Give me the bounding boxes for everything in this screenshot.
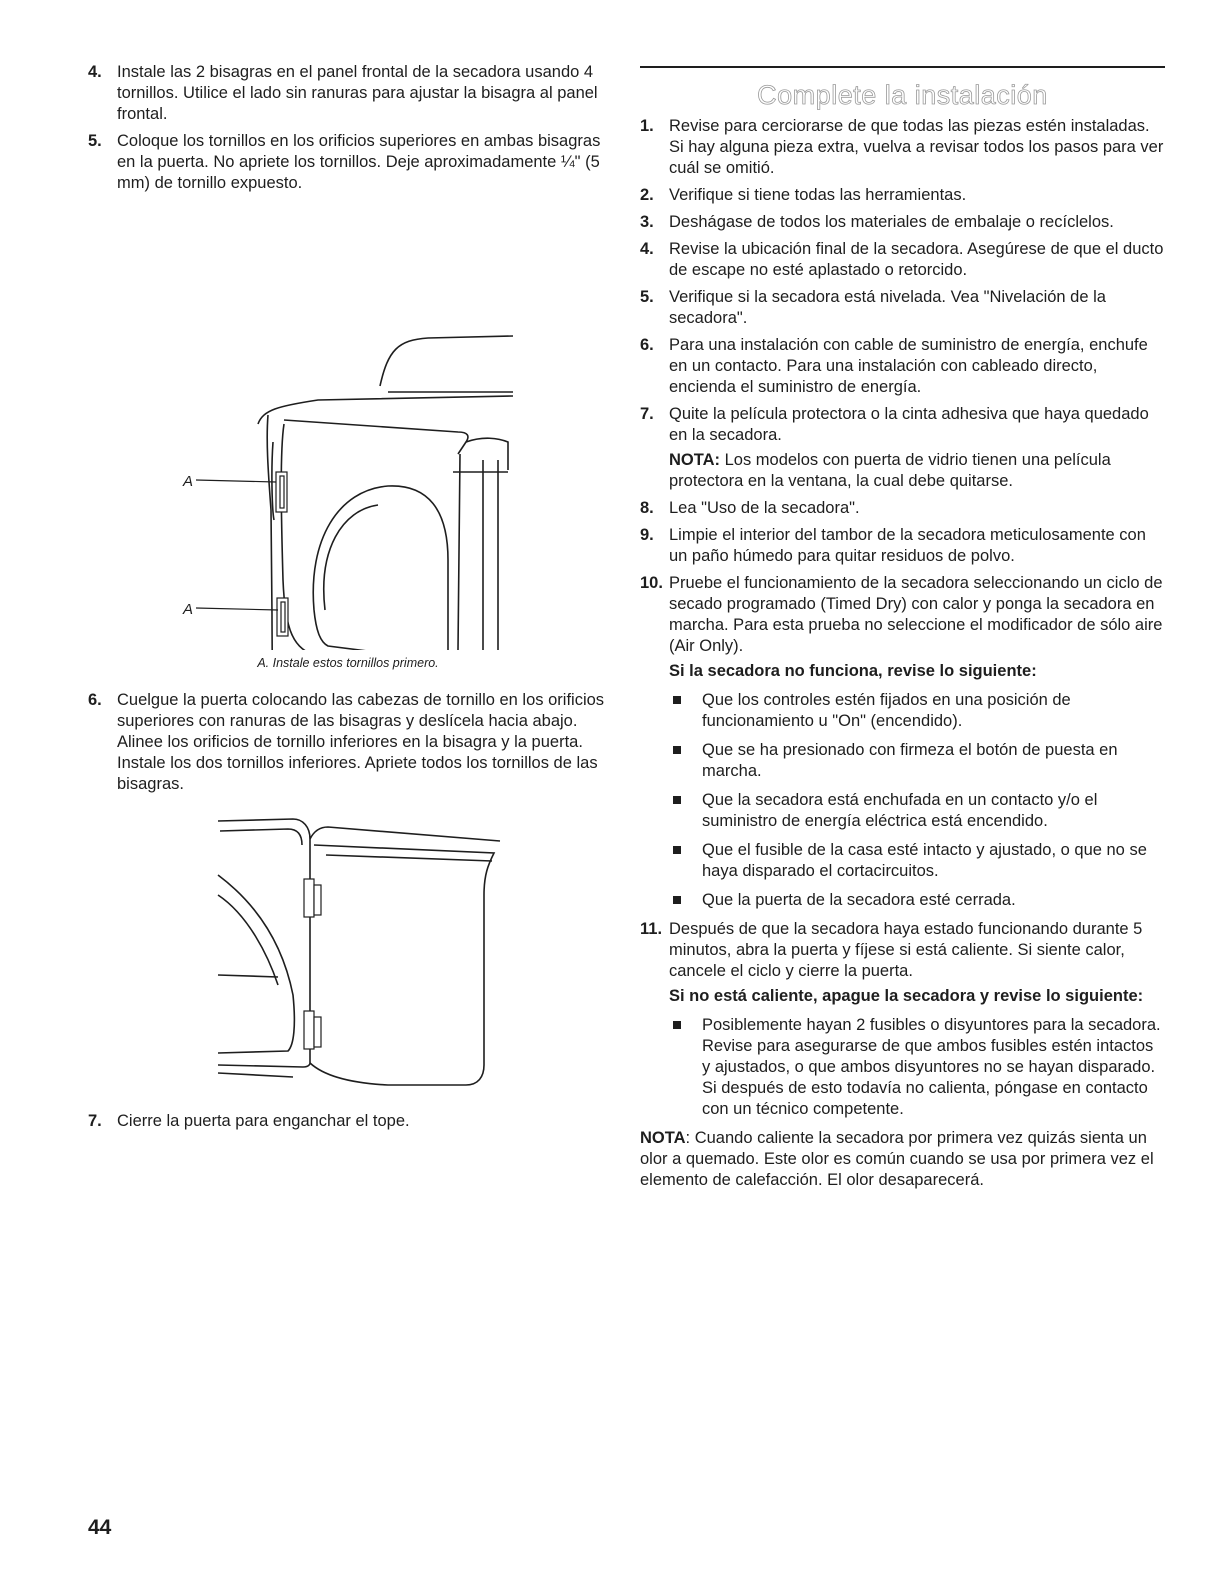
step-text: Verifique si la secadora está nivelada. Vea "Nivelación de la secadora". — [669, 288, 1106, 327]
check-bullet — [640, 1015, 1165, 1120]
step-number: 7. — [640, 405, 654, 423]
step-7-note — [640, 450, 1165, 492]
step-6 — [88, 690, 608, 795]
step-text: Revise para cerciorarse de que todas las piezas estén instaladas. Si hay alguna pieza extra, vuelva a revisar todos los pasos para ver cuál se omitió. — [669, 117, 1164, 177]
page-number: 44 — [88, 1516, 112, 1539]
right-column — [640, 62, 1165, 1191]
note-text: Los modelos con puerta de vidrio tienen una película protectora en la ventana, la cual debe quitarse. — [669, 451, 1111, 490]
bullet-square-icon — [673, 1021, 681, 1029]
note-label: NOTA: — [669, 451, 721, 469]
step-number: 6. — [640, 336, 654, 354]
step-text: Después de que la secadora haya estado funcionando durante 5 minutos, abra la puerta y fíjese si está caliente. Si siente calor, cancele el ciclo y cierre la puerta. — [669, 920, 1143, 980]
figure-1-caption: A. Instale estos tornillos primero. — [257, 656, 439, 670]
step-number: 3. — [640, 213, 654, 231]
door-hung-figure — [88, 815, 608, 1105]
step-text: Instale las 2 bisagras en el panel frontal de la secadora usando 4 tornillos. Utilice el lado sin ranuras para ajustar la bisagra al panel frontal. — [117, 63, 598, 123]
step-5 — [88, 131, 608, 194]
bullet-square-icon — [673, 846, 681, 854]
check-bullet — [640, 840, 1165, 882]
step-text: Deshágase de todos los materiales de embalaje o recíclelos. — [669, 213, 1114, 231]
step-4 — [88, 62, 608, 125]
label-a-top: A — [183, 473, 194, 490]
install-step-1 — [640, 116, 1165, 179]
install-step-10 — [640, 573, 1165, 657]
step-7 — [88, 1111, 608, 1132]
install-step-6 — [640, 335, 1165, 398]
step-text: Coloque los tornillos en los orificios superiores en ambas bisagras en la puerta. No apriete los tornillos. Deje aproximadamente ¼" (5 mm) de tornillo expuesto. — [117, 132, 601, 192]
step-11-check-heading: Si no está caliente, apague la secadora y revise lo siguiente: — [669, 987, 1144, 1005]
step-text: Cierre la puerta para enganchar el tope. — [117, 1112, 410, 1130]
section-rule — [640, 66, 1165, 68]
check-bullet — [640, 690, 1165, 732]
step-number: 10. — [640, 574, 663, 592]
bullet-text: Que los controles estén fijados en una posición de funcionamiento u "On" (encendido). — [702, 691, 1071, 730]
note-text: : Cuando caliente la secadora por primera vez quizás sienta un olor a quemado. Este olor es común cuando se usa por primera vez el elemento de calefacción. El olor desaparecerá. — [640, 1129, 1154, 1189]
check-bullet — [640, 790, 1165, 832]
bullet-text: Que se ha presionado con firmeza el botón de puesta en marcha. — [702, 741, 1118, 780]
bullet-text: Posiblemente hayan 2 fusibles o disyuntores para la secadora. Revise para asegurarse de que ambos fusibles estén intactos y ajustados, o que ambos disyuntores no se hayan disparado. Si después de esto todavía no calienta, póngase en contacto con un técnico competente. — [702, 1016, 1161, 1118]
section-title: Complete la instalación — [757, 80, 1048, 110]
bullet-square-icon — [673, 796, 681, 804]
bullet-square-icon — [673, 696, 681, 704]
bullet-text: Que la puerta de la secadora esté cerrada. — [702, 891, 1016, 909]
step-number: 2. — [640, 186, 654, 204]
install-step-9 — [640, 525, 1165, 567]
step-text: Pruebe el funcionamiento de la secadora seleccionando un ciclo de secado programado (Timed Dry) con calor y ponga la secadora en marcha. Para esta prueba no seleccione el modificador de sólo aire (Air Only). — [669, 574, 1163, 655]
step-number: 6. — [88, 691, 102, 709]
final-note — [640, 1128, 1165, 1191]
install-step-11 — [640, 919, 1165, 982]
install-step-4 — [640, 239, 1165, 281]
step-10-check-heading: Si la secadora no funciona, revise lo siguiente: — [669, 662, 1037, 680]
step-text: Revise la ubicación final de la secadora. Asegúrese de que el ducto de escape no esté aplastado o retorcido. — [669, 240, 1164, 279]
install-step-5 — [640, 287, 1165, 329]
step-number: 5. — [88, 132, 102, 150]
step-number: 7. — [88, 1112, 102, 1130]
bullet-text: Que la secadora está enchufada en un contacto y/o el suministro de energía eléctrica está encendido. — [702, 791, 1098, 830]
bullet-text: Que el fusible de la casa esté intacto y ajustado, o que no se haya disparado el cortacircuitos. — [702, 841, 1147, 880]
step-text: Verifique si tiene todas las herramientas. — [669, 186, 967, 204]
step-number: 5. — [640, 288, 654, 306]
check-bullet — [640, 890, 1165, 911]
step-number: 8. — [640, 499, 654, 517]
door-illustration — [88, 815, 608, 1105]
install-step-7 — [640, 404, 1165, 446]
step-number: 4. — [88, 63, 102, 81]
step-text: Quite la película protectora o la cinta adhesiva que haya quedado en la secadora. — [669, 405, 1149, 444]
left-column — [88, 62, 608, 1132]
step-number: 1. — [640, 117, 654, 135]
label-a-bottom: A — [183, 601, 194, 618]
step-number: 4. — [640, 240, 654, 258]
step-number: 11. — [640, 920, 663, 938]
install-step-3 — [640, 212, 1165, 233]
note-label: NOTA — [640, 1129, 686, 1147]
step-number: 9. — [640, 526, 654, 544]
install-step-8 — [640, 498, 1165, 519]
hinge-figure-1 — [88, 210, 608, 650]
bullet-square-icon — [673, 896, 681, 904]
bullet-square-icon — [673, 746, 681, 754]
step-text: Limpie el interior del tambor de la secadora meticulosamente con un paño húmedo para quitar residuos de polvo. — [669, 526, 1146, 565]
dryer-front-illustration — [88, 210, 608, 650]
step-text: Lea "Uso de la secadora". — [669, 499, 860, 517]
check-bullet — [640, 740, 1165, 782]
step-text: Cuelgue la puerta colocando las cabezas de tornillo en los orificios superiores con ranuras de las bisagras y deslícela hacia abajo. Alinee los orificios de tornillo inferiores en la bisagra y la puerta. Instale los dos tornillos inferiores. Apriete todos los tornillos de las bisagras. — [117, 691, 605, 793]
step-text: Para una instalación con cable de suministro de energía, enchufe en un contacto. Para una instalación con cableado directo, encienda el suministro de energía. — [669, 336, 1148, 396]
install-step-2 — [640, 185, 1165, 206]
